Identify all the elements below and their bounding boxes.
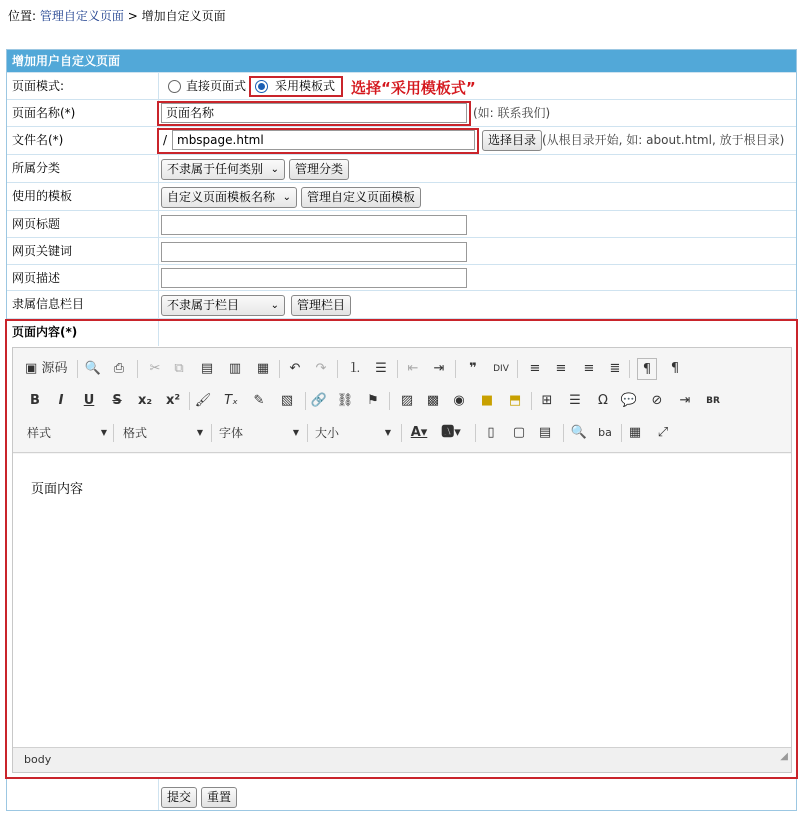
anchor-icon[interactable]: ⚑ xyxy=(367,393,379,408)
preview-icon[interactable]: 🔍 xyxy=(84,361,102,376)
create-div-icon[interactable]: DIV xyxy=(493,364,509,374)
row-page-title xyxy=(7,210,796,237)
format-combo[interactable] xyxy=(123,422,203,444)
copy-icon[interactable]: ⧉ xyxy=(174,361,184,376)
paste-text-icon[interactable]: ▥ xyxy=(228,361,242,376)
page-name-input[interactable]: 页面名称 xyxy=(161,103,467,123)
category-select-value: 不隶属于任何类别 xyxy=(167,162,264,176)
link-icon[interactable]: 🔗 xyxy=(310,393,328,408)
undo-icon[interactable]: ↶ xyxy=(289,361,301,376)
unlink-icon[interactable]: ⛓ xyxy=(336,393,354,408)
select-all-icon[interactable]: ▦ xyxy=(628,425,642,440)
panel-title: 增加用户自定义页面 xyxy=(7,50,796,72)
italic-icon[interactable]: I xyxy=(58,393,64,408)
row-keywords xyxy=(7,237,796,264)
source-button-label: 源码 xyxy=(41,361,68,376)
choose-directory-button[interactable]: 选择目录 xyxy=(482,130,542,151)
outdent-icon[interactable]: ⇤ xyxy=(407,361,419,376)
editor-content-area[interactable] xyxy=(13,454,791,748)
editor-content-text: 页面内容 xyxy=(31,482,84,497)
row-template xyxy=(7,182,796,210)
file-name-input[interactable]: mbspage.html xyxy=(172,130,475,150)
iframe-icon[interactable]: ◉ xyxy=(453,393,465,408)
line-break-icon[interactable]: BR xyxy=(706,396,720,406)
highlight-box-page-name xyxy=(157,101,471,126)
paste-icon[interactable]: ▤ xyxy=(200,361,214,376)
template-select[interactable] xyxy=(161,187,297,208)
new-page-icon[interactable]: ▢ xyxy=(512,425,526,440)
source-icon: ▣ xyxy=(25,361,38,376)
style-combo-label: 样式 xyxy=(27,426,52,440)
print-icon[interactable]: ⎙ xyxy=(113,361,125,376)
breadcrumb-current: 增加自定义页面 xyxy=(141,9,226,23)
clear-icon[interactable]: ✎ xyxy=(253,393,265,408)
special-char-icon[interactable]: Ω xyxy=(598,393,608,408)
document-icon[interactable]: ▤ xyxy=(538,425,552,440)
radio-direct-page-label: 直接页面式 xyxy=(186,79,247,93)
resize-handle-icon[interactable]: ◢ xyxy=(780,751,788,762)
radio-direct-page[interactable] xyxy=(168,80,181,93)
page-break-icon[interactable]: ⊘ xyxy=(651,393,663,408)
row-page-name xyxy=(7,99,796,126)
editor-toolbar xyxy=(13,348,791,453)
element-path[interactable]: body xyxy=(24,753,52,766)
chevron-down-icon: ▼ xyxy=(384,428,391,437)
column-select-value: 不隶属于栏目 xyxy=(167,298,240,312)
font-combo-label: 字体 xyxy=(219,426,244,440)
row-actions xyxy=(7,778,796,810)
row-file-name xyxy=(7,126,796,154)
page-name-label: 页面名称(*) xyxy=(12,106,76,120)
style-combo[interactable] xyxy=(27,422,107,444)
category-select[interactable] xyxy=(161,159,285,180)
breadcrumb-separator: > xyxy=(127,9,138,23)
subscript-icon[interactable]: x₂ xyxy=(137,393,153,408)
text-color-icon[interactable]: A▾ xyxy=(410,425,428,440)
description-input[interactable] xyxy=(161,268,467,288)
bold-icon[interactable]: B xyxy=(30,393,40,408)
page-name-hint: (如: 联系我们) xyxy=(473,106,551,120)
page-title-input[interactable] xyxy=(161,215,467,235)
file-name-hint: (从根目录开始, 如: about.html, 放于根目录) xyxy=(542,133,785,147)
column-label: 隶属信息栏目 xyxy=(12,297,85,311)
row-page-mode xyxy=(7,72,796,99)
underline-icon[interactable]: U xyxy=(83,393,95,408)
highlight-box-mode xyxy=(249,76,343,97)
smiley-icon[interactable]: 💬 xyxy=(620,393,638,408)
keywords-label: 网页关键词 xyxy=(12,244,73,258)
align-left-icon[interactable]: ≡ xyxy=(529,361,541,376)
chevron-down-icon: ⌄ xyxy=(270,164,279,175)
bulleted-list-icon[interactable]: ☰ xyxy=(375,361,387,376)
content-label: 页面内容(*) xyxy=(12,325,78,339)
source-button[interactable] xyxy=(25,358,67,380)
align-center-icon[interactable]: ≡ xyxy=(555,361,567,376)
row-category xyxy=(7,154,796,182)
rich-text-editor xyxy=(12,347,792,773)
template-select-value: 自定义页面模板名称 xyxy=(167,190,276,204)
flash-icon[interactable]: ▩ xyxy=(426,393,440,408)
size-combo-label: 大小 xyxy=(315,426,340,440)
justify-icon[interactable]: ≣ xyxy=(609,361,621,376)
chevron-down-icon: ▼ xyxy=(196,428,203,437)
media-icon[interactable]: ■ xyxy=(480,393,494,408)
table-icon[interactable]: ⊞ xyxy=(541,393,553,408)
chevron-down-icon: ▼ xyxy=(100,428,107,437)
font-combo[interactable] xyxy=(219,422,299,444)
description-label: 网页描述 xyxy=(12,271,61,285)
image-icon[interactable]: ▨ xyxy=(400,393,414,408)
row-column xyxy=(7,290,796,318)
templates-icon[interactable]: ▧ xyxy=(280,393,294,408)
reset-button[interactable]: 重置 xyxy=(201,787,237,808)
editor-statusbar xyxy=(13,747,791,772)
page-mode-label: 页面模式: xyxy=(12,79,65,93)
row-description xyxy=(7,264,796,290)
breadcrumb xyxy=(8,7,226,24)
maximize-doc-icon[interactable]: ▯ xyxy=(487,425,495,440)
align-right-icon[interactable]: ≡ xyxy=(583,361,595,376)
copy-format-icon[interactable]: 🖌 xyxy=(194,393,212,408)
attachment-icon[interactable]: ⬒ xyxy=(508,393,522,408)
redo-icon[interactable]: ↷ xyxy=(315,361,327,376)
manage-template-button[interactable]: 管理自定义页面模板 xyxy=(301,187,421,208)
manage-column-button[interactable]: 管理栏目 xyxy=(291,295,351,316)
remove-format-icon[interactable]: Tₓ xyxy=(224,393,238,408)
chevron-down-icon: ⌄ xyxy=(282,192,291,203)
format-combo-label: 格式 xyxy=(123,426,148,440)
size-combo[interactable] xyxy=(315,422,391,444)
strikethrough-icon[interactable]: S xyxy=(112,393,122,408)
replace-icon[interactable]: ba xyxy=(598,426,612,439)
numbered-list-icon[interactable]: ⒈ xyxy=(348,361,362,376)
cut-icon[interactable]: ✂ xyxy=(149,361,161,376)
template-label: 使用的模板 xyxy=(12,189,73,203)
file-name-prefix: / xyxy=(163,133,168,147)
insert-code-icon[interactable]: ⇥ xyxy=(679,393,691,408)
page-title-label: 网页标题 xyxy=(12,217,61,231)
rtl-direction-icon[interactable]: ¶ xyxy=(670,361,680,376)
column-select[interactable] xyxy=(161,295,285,316)
submit-button[interactable]: 提交 xyxy=(161,787,197,808)
fullscreen-icon[interactable]: ⤢ xyxy=(657,425,669,440)
superscript-icon[interactable]: x² xyxy=(165,393,181,408)
radio-template-mode-label: 采用模板式 xyxy=(275,79,336,93)
breadcrumb-prefix: 位置: xyxy=(8,9,37,23)
file-name-label: 文件名(*) xyxy=(12,133,64,147)
indent-icon[interactable]: ⇥ xyxy=(433,361,445,376)
keywords-input[interactable] xyxy=(161,242,467,262)
find-icon[interactable]: 🔍 xyxy=(570,425,588,440)
chevron-down-icon: ▼ xyxy=(292,428,299,437)
ltr-direction-icon[interactable]: ¶ xyxy=(637,358,657,380)
annotation-text: 选择“采用模板式” xyxy=(351,79,476,97)
bg-color-icon[interactable]: 🅰▾ xyxy=(441,425,461,440)
horizontal-rule-icon[interactable]: ☰ xyxy=(569,393,581,408)
chevron-down-icon: ⌄ xyxy=(270,300,279,311)
highlight-box-file-name xyxy=(157,128,479,154)
paste-word-icon[interactable]: ▦ xyxy=(256,361,270,376)
breadcrumb-link-manage-pages[interactable]: 管理自定义页面 xyxy=(39,9,124,23)
blockquote-icon[interactable]: ❞ xyxy=(469,361,477,376)
category-label: 所属分类 xyxy=(12,161,61,175)
manage-category-button[interactable]: 管理分类 xyxy=(289,159,349,180)
